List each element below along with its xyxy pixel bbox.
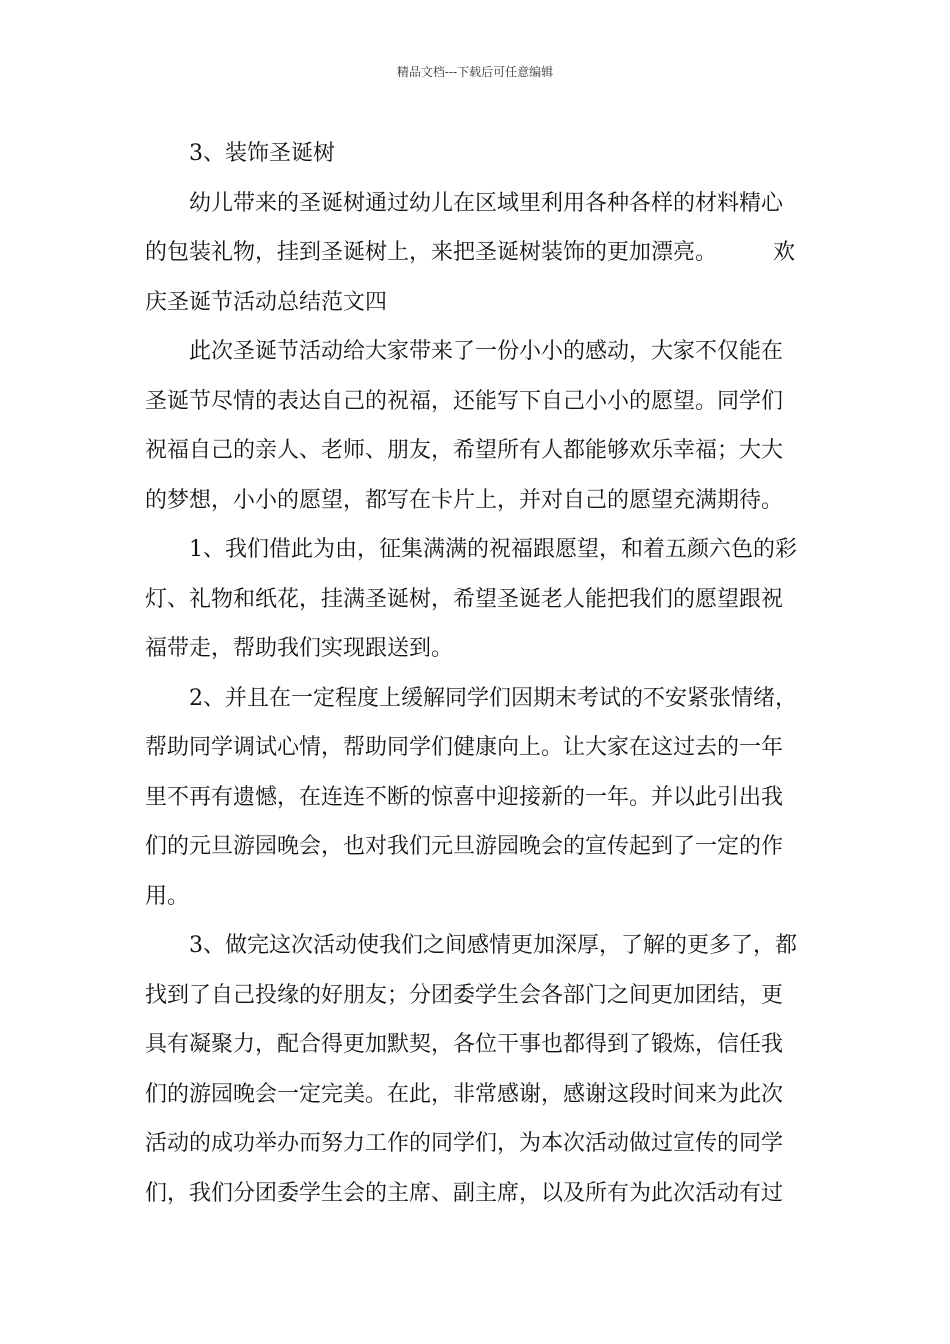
body-line: 的包装礼物，挂到圣诞树上，来把圣诞树装饰的更加漂亮。 欢 (145, 240, 795, 265)
body-line: 幼儿带来的圣诞树通过幼儿在区域里利用各种各样的材料精心 (189, 190, 784, 216)
body-line: 3、做完这次活动使我们之间感情更加深厚，了解的更多了，都 (189, 933, 797, 958)
body-line: 具有凝聚力，配合得更加默契，各位干事也都得到了锻炼，信任我 (145, 1032, 784, 1057)
body-line: 帮助同学调试心情，帮助同学们健康向上。让大家在这过去的一年 (145, 735, 784, 760)
body-line: 2、并且在一定程度上缓解同学们因期末考试的不安紧张情绪， (189, 685, 797, 711)
body-line: 们的元旦游园晚会，也对我们元旦游园晚会的宣传起到了一定的作 (145, 834, 784, 859)
body-line: 找到了自己投缘的好朋友；分团委学生会各部门之间更加团结，更 (145, 982, 784, 1008)
body-line: 们的游园晚会一定完美。在此，非常感谢，感谢这段时间来为此次 (145, 1081, 784, 1107)
body-line: 庆圣诞节活动总结范文四 (145, 289, 388, 315)
body-line: 的梦想，小小的愿望，都写在卡片上，并对自己的愿望充满期待。 (145, 487, 784, 513)
body-line: 用。 (145, 883, 190, 909)
body-line: 活动的成功举办而努力工作的同学们，为本次活动做过宣传的同学 (145, 1131, 784, 1156)
body-line: 1、我们借此为由，征集满满的祝福跟愿望，和着五颜六色的彩 (189, 537, 797, 562)
body-line: 3、装饰圣诞树 (189, 141, 335, 166)
body-line: 圣诞节尽情的表达自己的祝福，还能写下自己小小的愿望。同学们 (145, 388, 784, 414)
body-line: 里不再有遗憾，在连连不断的惊喜中迎接新的一年。并以此引出我 (145, 784, 784, 810)
body-line: 灯、礼物和纸花，挂满圣诞树，希望圣诞老人能把我们的愿望跟祝 (145, 586, 784, 612)
body-line: 们，我们分团委学生会的主席、副主席，以及所有为此次活动有过 (145, 1180, 784, 1206)
document-body (145, 129, 809, 1218)
body-line: 祝福自己的亲人、老师、朋友，希望所有人都能够欢乐幸福；大大 (145, 438, 784, 463)
body-line: 福带走，帮助我们实现跟送到。 (145, 636, 454, 661)
page-header: 精品文档---下载后可任意编辑 (396, 65, 554, 79)
body-line: 此次圣诞节活动给大家带来了一份小小的感动，大家不仅能在 (189, 339, 784, 364)
